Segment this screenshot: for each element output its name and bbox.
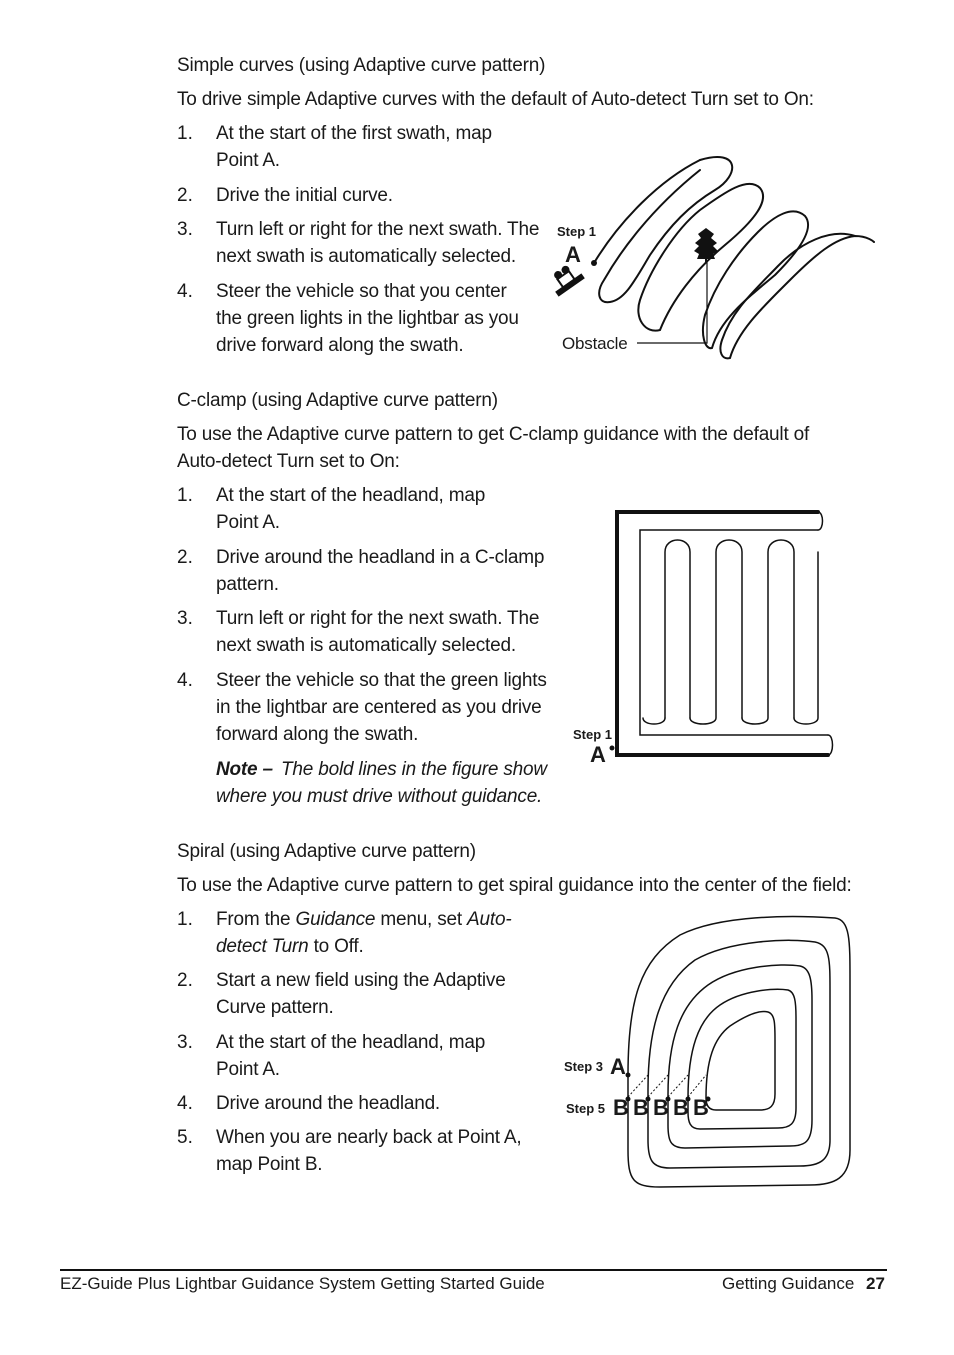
step-number: 2. [177, 970, 193, 991]
step-text: drive forward along the swath. [216, 335, 464, 356]
step-text: When you are nearly back at Point A, [216, 1127, 522, 1148]
section-heading: Simple curves (using Adaptive curve pattern) [177, 55, 546, 76]
step-text: Steer the vehicle so that you center [216, 281, 507, 302]
step-text: Point A. [216, 512, 280, 533]
intro-text: Auto-detect Turn set to On: [177, 451, 400, 472]
point-b-label: B [653, 1095, 669, 1120]
intro-text: To use the Adaptive curve pattern to get spiral guidance into the center of the field: [177, 875, 852, 896]
step-text: map Point B. [216, 1154, 323, 1175]
note-text: The bold lines in the figure show [281, 759, 547, 780]
step-number: 3. [177, 608, 193, 629]
intro-text: To drive simple Adaptive curves with the default of Auto-detect Turn set to On: [177, 89, 814, 110]
point-b-label: B [633, 1095, 649, 1120]
step-text: next swath is automatically selected. [216, 635, 516, 656]
intro-text: To use the Adaptive curve pattern to get C-clamp guidance with the default of [177, 424, 810, 445]
point-b-label: B [613, 1095, 629, 1120]
step-text: Curve pattern. [216, 997, 334, 1018]
note-label: Note – [216, 759, 273, 780]
step-text: pattern. [216, 574, 279, 595]
footer-rule [60, 1269, 887, 1271]
step-text: the green lights in the lightbar as you [216, 308, 519, 329]
step-text: At the start of the first swath, map [216, 123, 492, 144]
footer-title: EZ-Guide Plus Lightbar Guidance System Getting Started Guide [60, 1274, 545, 1293]
step-text: At the start of the headland, map [216, 485, 486, 506]
step-number: 5. [177, 1127, 193, 1148]
page-number: 27 [866, 1274, 885, 1293]
step-text: Point A. [216, 1059, 280, 1080]
point-a-label: A [610, 1054, 626, 1079]
step-text: forward along the swath. [216, 724, 419, 745]
step-text: in the lightbar are centered as you drive [216, 697, 542, 718]
step-number: 1. [177, 485, 193, 506]
obstacle-label: Obstacle [562, 334, 628, 353]
point-b-label: B [693, 1095, 709, 1120]
step-number: 1. [177, 123, 193, 144]
step-number: 2. [177, 185, 193, 206]
section-heading: C-clamp (using Adaptive curve pattern) [177, 390, 498, 411]
step-text: next swath is automatically selected. [216, 246, 516, 267]
step-number: 4. [177, 670, 193, 691]
step-number: 2. [177, 547, 193, 568]
step-text: Steer the vehicle so that the green lights [216, 670, 547, 691]
step-text: detect Turn to Off. [216, 936, 364, 957]
step-text: From the Guidance menu, set Auto- [216, 909, 512, 930]
step-number: 1. [177, 909, 193, 930]
step-text: At the start of the headland, map [216, 1032, 486, 1053]
step-text: Drive the initial curve. [216, 185, 393, 206]
step-number: 3. [177, 1032, 193, 1053]
step-text: Point A. [216, 150, 280, 171]
step-label: Step 1 [573, 727, 613, 742]
step-text: Turn left or right for the next swath. The [216, 608, 540, 629]
step-label: Step 5 [566, 1101, 606, 1116]
step-number: 3. [177, 219, 193, 240]
footer-section: Getting Guidance [722, 1274, 855, 1293]
step-label: Step 1 [557, 224, 597, 239]
step-text: Start a new field using the Adaptive [216, 970, 506, 991]
point-b-label: B [673, 1095, 689, 1120]
step-number: 4. [177, 281, 193, 302]
step-label: Step 3 [564, 1059, 604, 1074]
step-text: Drive around the headland in a C-clamp [216, 547, 545, 568]
point-a-label: A [590, 742, 606, 767]
note-text: where you must drive without guidance. [216, 786, 543, 807]
step-text: Turn left or right for the next swath. The [216, 219, 540, 240]
step-text: Drive around the headland. [216, 1093, 441, 1114]
step-number: 4. [177, 1093, 193, 1114]
point-a-label: A [565, 242, 581, 267]
section-heading: Spiral (using Adaptive curve pattern) [177, 841, 476, 862]
